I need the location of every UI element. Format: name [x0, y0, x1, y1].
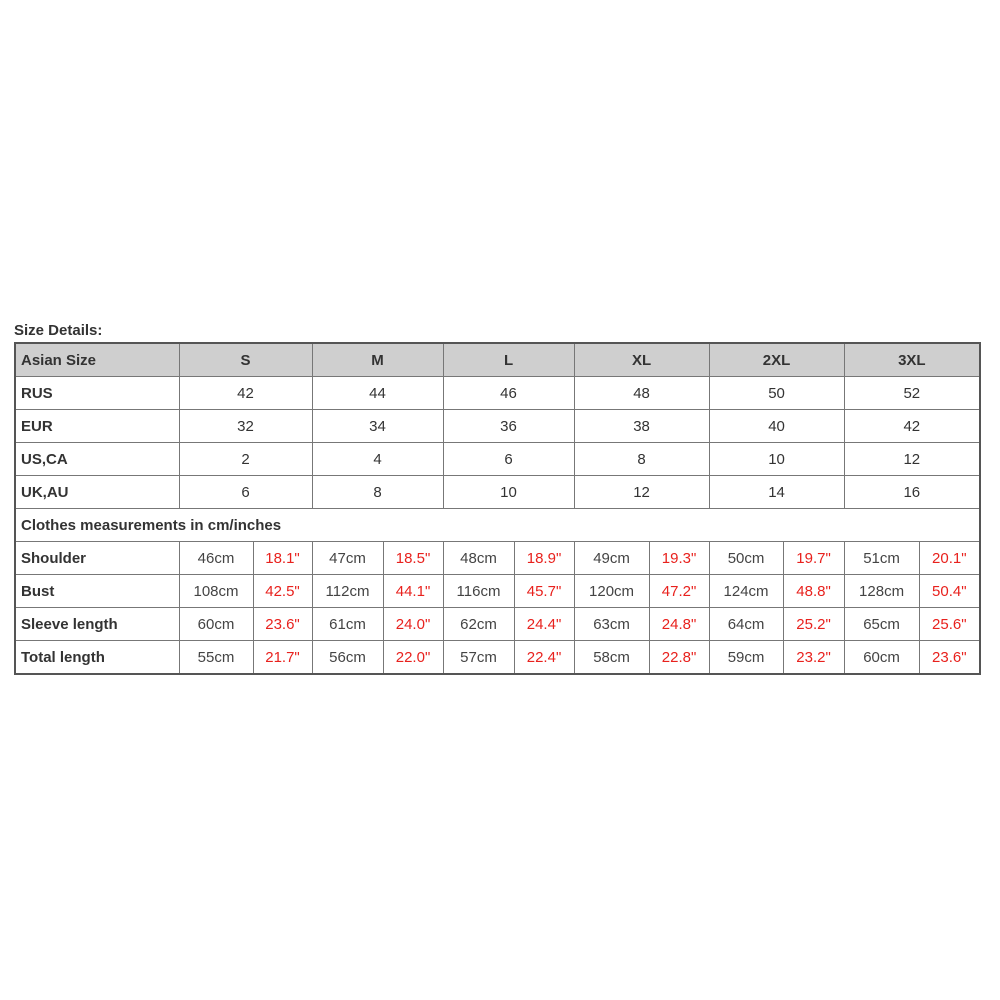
table-cell: 52 — [844, 377, 980, 410]
cm-cell: 47cm — [312, 542, 383, 575]
size-details — [14, 320, 981, 675]
inch-cell: 18.5" — [383, 542, 443, 575]
size-header: 3XL — [844, 343, 980, 377]
cm-cell: 112cm — [312, 575, 383, 608]
size-header: XL — [574, 343, 709, 377]
inch-cell: 21.7" — [253, 641, 312, 675]
header-label: Asian Size — [15, 343, 179, 377]
cm-cell: 50cm — [709, 542, 783, 575]
table-cell: 12 — [844, 443, 980, 476]
table-row — [15, 608, 980, 641]
table-cell: 4 — [312, 443, 443, 476]
inch-cell: 44.1" — [383, 575, 443, 608]
table-cell: 8 — [574, 443, 709, 476]
cm-cell: 60cm — [179, 608, 253, 641]
table-row — [15, 377, 980, 410]
size-details-title: Size Details: — [14, 322, 103, 339]
row-label: US,CA — [15, 443, 179, 476]
size-header: M — [312, 343, 443, 377]
inch-cell: 19.3" — [649, 542, 709, 575]
table-cell: 32 — [179, 410, 312, 443]
table-row — [15, 476, 980, 509]
cm-cell: 120cm — [574, 575, 649, 608]
inch-cell: 18.1" — [253, 542, 312, 575]
table-cell: 48 — [574, 377, 709, 410]
cm-cell: 128cm — [844, 575, 919, 608]
row-label: EUR — [15, 410, 179, 443]
table-cell: 12 — [574, 476, 709, 509]
cm-cell: 58cm — [574, 641, 649, 675]
cm-cell: 61cm — [312, 608, 383, 641]
cm-cell: 56cm — [312, 641, 383, 675]
table-cell: 6 — [179, 476, 312, 509]
row-label: Total length — [15, 641, 179, 675]
inch-cell: 48.8" — [783, 575, 844, 608]
inch-cell: 18.9" — [514, 542, 574, 575]
table-cell: 16 — [844, 476, 980, 509]
row-label: UK,AU — [15, 476, 179, 509]
table-cell: 50 — [709, 377, 844, 410]
table-cell: 10 — [443, 476, 574, 509]
inch-cell: 24.8" — [649, 608, 709, 641]
table-row-header — [15, 343, 980, 377]
cm-cell: 108cm — [179, 575, 253, 608]
size-header: S — [179, 343, 312, 377]
inch-cell: 19.7" — [783, 542, 844, 575]
inch-cell: 23.6" — [919, 641, 980, 675]
inch-cell: 45.7" — [514, 575, 574, 608]
inch-cell: 20.1" — [919, 542, 980, 575]
cm-cell: 124cm — [709, 575, 783, 608]
table-row — [15, 443, 980, 476]
inch-cell: 25.2" — [783, 608, 844, 641]
table-cell: 34 — [312, 410, 443, 443]
inch-cell: 22.4" — [514, 641, 574, 675]
table-cell: 6 — [443, 443, 574, 476]
cm-cell: 63cm — [574, 608, 649, 641]
table-row — [15, 575, 980, 608]
row-label: RUS — [15, 377, 179, 410]
size-chart-table — [14, 342, 981, 675]
table-cell: 8 — [312, 476, 443, 509]
row-label: Bust — [15, 575, 179, 608]
cm-cell: 64cm — [709, 608, 783, 641]
cm-cell: 49cm — [574, 542, 649, 575]
inch-cell: 25.6" — [919, 608, 980, 641]
inch-cell: 24.4" — [514, 608, 574, 641]
table-row — [15, 542, 980, 575]
inch-cell: 42.5" — [253, 575, 312, 608]
cm-cell: 48cm — [443, 542, 514, 575]
cm-cell: 55cm — [179, 641, 253, 675]
table-cell: 40 — [709, 410, 844, 443]
cm-cell: 116cm — [443, 575, 514, 608]
table-row — [15, 410, 980, 443]
inch-cell: 22.8" — [649, 641, 709, 675]
inch-cell: 50.4" — [919, 575, 980, 608]
table-cell: 36 — [443, 410, 574, 443]
table-cell: 44 — [312, 377, 443, 410]
inch-cell: 22.0" — [383, 641, 443, 675]
table-cell: 2 — [179, 443, 312, 476]
row-label: Sleeve length — [15, 608, 179, 641]
inch-cell: 23.2" — [783, 641, 844, 675]
table-row — [15, 641, 980, 675]
table-row-section — [15, 509, 980, 542]
cm-cell: 57cm — [443, 641, 514, 675]
table-cell: 10 — [709, 443, 844, 476]
cm-cell: 60cm — [844, 641, 919, 675]
row-label: Shoulder — [15, 542, 179, 575]
table-cell: 14 — [709, 476, 844, 509]
cm-cell: 65cm — [844, 608, 919, 641]
table-cell: 42 — [844, 410, 980, 443]
inch-cell: 23.6" — [253, 608, 312, 641]
cm-cell: 51cm — [844, 542, 919, 575]
cm-cell: 59cm — [709, 641, 783, 675]
size-header: 2XL — [709, 343, 844, 377]
table-cell: 46 — [443, 377, 574, 410]
measurements-title: Clothes measurements in cm/inches — [15, 509, 980, 542]
size-chart-body — [15, 343, 980, 674]
cm-cell: 46cm — [179, 542, 253, 575]
inch-cell: 24.0" — [383, 608, 443, 641]
table-cell: 42 — [179, 377, 312, 410]
inch-cell: 47.2" — [649, 575, 709, 608]
table-cell: 38 — [574, 410, 709, 443]
cm-cell: 62cm — [443, 608, 514, 641]
size-header: L — [443, 343, 574, 377]
